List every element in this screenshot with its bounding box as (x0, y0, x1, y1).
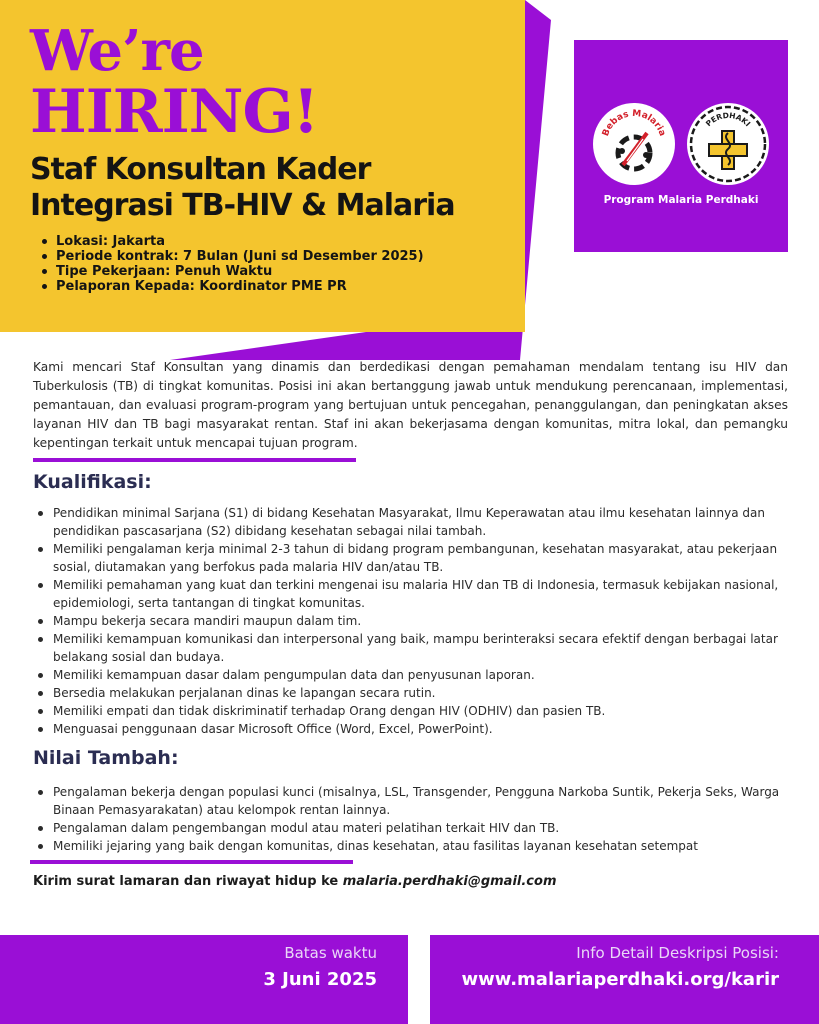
qualifications-title: Kualifikasi: (33, 471, 152, 493)
logo-panel-label: Program Malaria Perdhaki (603, 194, 759, 206)
svg-text:PERDHAKI (704, 111, 752, 129)
qualification-item: Bersedia melakukan perjalanan dinas ke lapangan secara rutin. (33, 684, 788, 702)
bebas-malaria-logo (593, 103, 675, 185)
qualification-item: Memiliki kemampuan komunikasi dan interpersonal yang baik, mampu berinteraksi secara efektif dengan berbagai latar belakang sosial dan budaya. (33, 630, 788, 666)
qualification-item: Memiliki kemampuan dasar dalam pengumpulan data dan penyusunan laporan. (33, 666, 788, 684)
added-value-title: Nilai Tambah: (33, 747, 179, 769)
added-value-item: Memiliki jejaring yang baik dengan komunitas, dinas kesehatan, atau fasilitas layanan kesehatan setempat (33, 837, 788, 855)
job-fact-location: Lokasi: Jakarta (30, 234, 525, 249)
perdhaki-logo (687, 103, 769, 185)
divider-rule (30, 860, 353, 864)
application-text: Kirim surat lamaran dan riwayat hidup ke (33, 874, 343, 889)
qualification-item: Memiliki pengalaman kerja minimal 2-3 tahun di bidang program pembangunan, kesehatan masyarakat, atau pekerjaan sosial, diutamakan yang berfokus pada malaria HIV dan/atau TB. (33, 540, 788, 576)
bebas-malaria-logo-text: Bebas Malaria (600, 108, 668, 138)
hiring-headline-line2: HIRING! (30, 77, 319, 147)
job-fact-reports-to: Pelaporan Kepada: Koordinator PME PR (30, 279, 525, 294)
added-value-item: Pengalaman bekerja dengan populasi kunci (misalnya, LSL, Transgender, Pengguna Narkoba Suntik, Pekerja Seks, Warga Binaan Pemasyarakatan) atau kelompok rentan lainnya. (33, 783, 788, 819)
application-instruction (33, 874, 557, 889)
job-title-line1: Staf Konsultan Kader (30, 152, 371, 187)
qualifications-list (33, 504, 788, 738)
added-value-item: Pengalaman dalam pengembangan modul atau materi pelatihan terkait HIV dan TB. (33, 819, 788, 837)
deadline-date: 3 Juni 2025 (263, 969, 377, 990)
logo-panel (574, 40, 788, 252)
svg-text:Bebas Malaria (601, 109, 667, 138)
header-yellow-box (0, 0, 525, 332)
intro-paragraph: Kami mencari Staf Konsultan yang dinamis dan berdedikasi dengan pemahaman mendalam tentang isu HIV dan Tuberkulosis (TB) di tingkat komunitas. Posisi ini akan bertanggung jawab untuk mendukung perencanaan, implementasi, pemantauan, dan evaluasi program-program yang bertujuan untuk pencegahan, penanggulangan, dan peningkatan akses layanan HIV dan TB bagi masyarakat rentan. Staf ini akan bekerjasama dengan komunitas, mitra lokal, dan pemangku kepentingan terkait untuk mencapai tujuan program. (33, 360, 788, 450)
perdhaki-logo-text: PERDHAKI (703, 110, 753, 129)
job-fact-contract-period: Periode kontrak: 7 Bulan (Juni sd Desember 2025) (30, 249, 525, 264)
job-title-line2: Integrasi TB-HIV & Malaria (30, 188, 455, 223)
added-value-list (33, 783, 788, 855)
footer-deadline-panel (0, 935, 408, 1024)
job-facts-list (30, 234, 525, 294)
info-label: Info Detail Deskripsi Posisi: (576, 944, 779, 962)
qualification-item: Pendidikan minimal Sarjana (S1) di bidang Kesehatan Masyarakat, Ilmu Keperawatan atau ilmu kesehatan lainnya dan pendidikan pascasarjana (S2) dibidang kesehatan sebagai nilai tambah. (33, 504, 788, 540)
hiring-headline-line1: We’re (30, 18, 204, 84)
divider-rule (33, 458, 356, 462)
footer-info-panel (430, 935, 819, 1024)
job-fact-job-type: Tipe Pekerjaan: Penuh Waktu (30, 264, 525, 279)
job-title (30, 152, 525, 224)
qualification-item: Mampu bekerja secara mandiri maupun dalam tim. (33, 612, 788, 630)
qualification-item: Memiliki pemahaman yang kuat dan terkini mengenai isu malaria HIV dan TB di Indonesia, termasuk kebijakan nasional, epidemiologi, serta tantangan di tingkat komunitas. (33, 576, 788, 612)
info-url-link[interactable]: www.malariaperdhaki.org/karir (461, 969, 779, 990)
qualification-item: Memiliki empati dan tidak diskriminatif terhadap Orang dengan HIV (ODHIV) dan pasien TB. (33, 702, 788, 720)
deadline-label: Batas waktu (284, 944, 377, 962)
bebas-malaria-logo-icon (593, 103, 675, 185)
application-email-link[interactable]: malaria.perdhaki@gmail.com (342, 874, 557, 889)
perdhaki-logo-icon (687, 103, 769, 185)
qualification-item: Menguasai penggunaan dasar Microsoft Office (Word, Excel, PowerPoint). (33, 720, 788, 738)
